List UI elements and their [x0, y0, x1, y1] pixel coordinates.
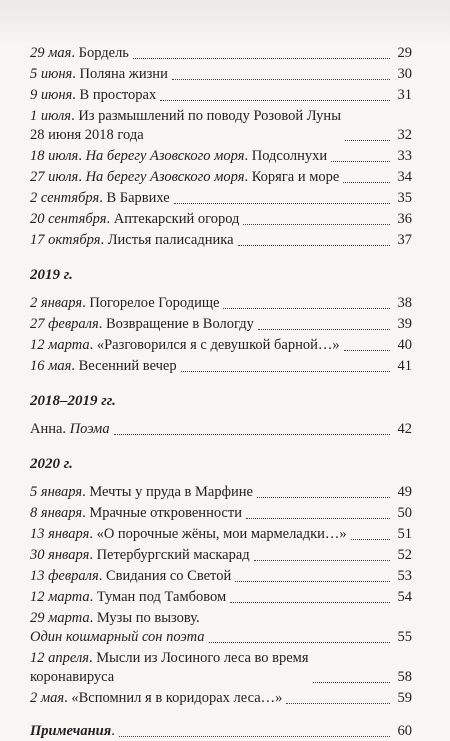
entry-title: Весенний вечер — [78, 358, 177, 374]
entry-title: В просторах — [79, 87, 157, 103]
page-number: 41 — [397, 358, 412, 374]
page-number: 59 — [397, 690, 412, 706]
entry-title: Листья палисадника — [107, 232, 234, 248]
entry-title: «Вспомнил я в коридорах леса…» — [71, 690, 283, 706]
entry-title: Свидания со Светой — [105, 568, 232, 584]
entry-title: «О порочные жёны, мои мармеладки…» — [96, 526, 347, 542]
leader-dots — [343, 182, 390, 183]
leader-dots — [160, 100, 390, 101]
section-2018-2019 — [30, 392, 412, 439]
toc-list — [30, 483, 412, 708]
page-number: 55 — [397, 629, 412, 645]
page-number: 32 — [397, 127, 412, 143]
entry-title: В Барвихе — [106, 190, 170, 206]
entry-date: 18 июля — [30, 148, 79, 164]
toc-entry[interactable]: 1 июля. Из размышлений по поводу Розовой Луны 28 июня 2018 года 32 — [30, 108, 412, 143]
page-number: 40 — [397, 337, 412, 353]
toc-list — [30, 294, 412, 376]
entry-date: 13 февраля — [30, 568, 99, 584]
entry-date: 5 января — [30, 484, 83, 500]
toc-entry[interactable]: 29 марта. Музы по вызову. Один кошмарный сон поэта 55 — [30, 610, 412, 645]
leader-dots — [351, 539, 390, 540]
previous-page-bleed — [0, 0, 450, 44]
entry-date: 12 апреля — [30, 650, 90, 666]
entry-title: Мрачные откровенности — [89, 505, 242, 521]
toc-entry[interactable]: 2 января. Погорелое Городище 38 — [30, 295, 412, 311]
entry-date: 17 октября — [30, 232, 101, 248]
page-number: 53 — [397, 568, 412, 584]
entry-date: 13 января — [30, 526, 90, 542]
leader-dots — [114, 434, 390, 435]
toc-entry[interactable]: 5 января. Мечты у пруда в Марфине 49 — [30, 484, 412, 500]
entry-title: Петербургский маскарад — [96, 547, 250, 563]
leader-dots — [331, 161, 390, 162]
leader-dots — [238, 245, 390, 246]
leader-dots — [243, 224, 390, 225]
toc-entry[interactable]: 13 февраля. Свидания со Светой 53 — [30, 568, 412, 584]
toc-entry[interactable]: 29 мая. Бордель 29 — [30, 45, 412, 61]
page-number: 39 — [397, 316, 412, 332]
toc-entry[interactable]: 12 марта. Туман под Тамбовом 54 — [30, 589, 412, 605]
leader-dots — [181, 371, 390, 372]
entry-title: Мечты у пруда в Марфине — [89, 484, 253, 500]
entry-date: 8 января — [30, 505, 83, 521]
entry-date: 30 января — [30, 547, 90, 563]
entry-title-line2: коронавируса — [30, 669, 115, 685]
leader-dots — [119, 736, 390, 737]
entry-title: Музы по вызову. — [96, 610, 200, 626]
page-number: 52 — [397, 547, 412, 563]
notes-section — [30, 722, 412, 741]
page-number: 33 — [397, 148, 412, 164]
entry-date: 2 января — [30, 295, 83, 311]
entry-subtitle: На берегу Азовского моря — [85, 148, 245, 164]
entry-title: Подсолнухи — [251, 148, 328, 164]
leader-dots — [230, 602, 390, 603]
leader-dots — [254, 560, 390, 561]
leader-dots — [235, 581, 390, 582]
toc-entry[interactable]: 9 июня. В просторах 31 — [30, 87, 412, 103]
toc-entry[interactable] — [30, 420, 412, 439]
year-heading: 2019 г. — [30, 267, 73, 283]
toc-entry[interactable]: 27 февраля. Возвращение в Вологду 39 — [30, 316, 412, 332]
toc-list — [30, 420, 412, 439]
entry-title: Туман под Тамбовом — [96, 589, 227, 605]
entry-date: 27 июля — [30, 169, 79, 185]
page-number: 31 — [397, 87, 412, 103]
leader-dots — [344, 350, 390, 351]
entry-date: 20 сентября — [30, 211, 107, 227]
page-number: 42 — [397, 421, 412, 437]
leader-dots — [209, 642, 391, 643]
section-2019 — [30, 266, 412, 376]
page-number: 29 — [397, 45, 412, 61]
page-number: 54 — [397, 589, 412, 605]
toc-entry[interactable]: 2 мая. «Вспомнил я в коридорах леса…» 59 — [30, 690, 412, 706]
entry-title: Поляна жизни — [79, 66, 168, 82]
toc-entry-notes[interactable]: Примечания. 60 — [30, 723, 412, 739]
entry-subtitle: Поэма — [69, 421, 110, 437]
page-number: 38 — [397, 295, 412, 311]
toc-entry[interactable]: 2 сентября. В Барвихе 35 — [30, 190, 412, 206]
year-heading: 2020 г. — [30, 456, 73, 472]
entry-title-line2: Один кошмарный сон поэта — [30, 629, 205, 645]
toc-entry[interactable]: 17 октября. Листья палисадника 37 — [30, 232, 412, 248]
leader-dots — [172, 79, 390, 80]
entry-date: 29 марта — [30, 610, 90, 626]
entry-title: Анна. — [30, 421, 67, 437]
leader-dots — [223, 308, 390, 309]
entry-date: 1 июля — [30, 108, 72, 124]
leader-dots — [133, 58, 390, 59]
entry-title: «Разговорился я с девушкой барной…» — [96, 337, 340, 353]
page-number: 30 — [397, 66, 412, 82]
entry-title: Коряга и море — [251, 169, 340, 185]
year-heading: 2018–2019 гг. — [30, 393, 116, 409]
page-number: 37 — [397, 232, 412, 248]
toc-entry[interactable]: 27 июля. На берегу Азовского моря. Коряга и море 34 — [30, 169, 412, 185]
entry-subtitle: На берегу Азовского моря — [85, 169, 245, 185]
toc-entry[interactable]: 12 марта. «Разговорился я с девушкой барной…» 40 — [30, 337, 412, 353]
leader-dots — [246, 518, 390, 519]
leader-dots — [345, 140, 390, 141]
entry-date: 27 февраля — [30, 316, 99, 332]
leader-dots — [286, 703, 390, 704]
entry-title: Аптекарский огород — [113, 211, 240, 227]
toc-entry[interactable]: 18 июля. На берегу Азовского моря. Подсолнухи 33 — [30, 148, 412, 164]
entry-title: Возвращение в Вологду — [105, 316, 254, 332]
page-number: 49 — [397, 484, 412, 500]
leader-dots — [313, 682, 390, 683]
entry-date: 2 сентября — [30, 190, 100, 206]
toc-entry[interactable]: 30 января. Петербургский маскарад 52 — [30, 547, 412, 563]
section-2018-continued — [30, 44, 412, 250]
toc-entry[interactable]: 8 января. Мрачные откровенности 50 — [30, 505, 412, 521]
notes-label: Примечания — [30, 723, 112, 739]
leader-dots — [174, 203, 390, 204]
page-number: 50 — [397, 505, 412, 521]
toc-entry[interactable]: 5 июня. Поляна жизни 30 — [30, 66, 412, 82]
page-number: 36 — [397, 211, 412, 227]
entry-date: 16 мая — [30, 358, 72, 374]
leader-dots — [258, 329, 390, 330]
entry-date: 29 мая — [30, 45, 72, 61]
toc-entry[interactable]: 16 мая. Весенний вечер 41 — [30, 358, 412, 374]
entry-date: 2 мая — [30, 690, 65, 706]
page-number: 60 — [397, 723, 412, 739]
section-2020 — [30, 455, 412, 708]
page-number: 34 — [397, 169, 412, 185]
toc-list — [30, 44, 412, 250]
toc-list — [30, 722, 412, 741]
entry-title: Мысли из Лосиного леса во время — [96, 650, 309, 666]
entry-date: 5 июня — [30, 66, 73, 82]
entry-title: Погорелое Городище — [89, 295, 220, 311]
page-number: 58 — [397, 669, 412, 685]
leader-dots — [257, 497, 390, 498]
page-number: 35 — [397, 190, 412, 206]
entry-date: 12 марта — [30, 337, 90, 353]
toc-entry[interactable]: 20 сентября. Аптекарский огород 36 — [30, 211, 412, 227]
entry-date: 9 июня — [30, 87, 73, 103]
entry-title: Из размышлений по поводу Розовой Луны — [78, 108, 341, 124]
toc-entry[interactable]: 12 апреля. Мысли из Лосиного леса во время коронавируса 58 — [30, 650, 412, 685]
page-number: 51 — [397, 526, 412, 542]
entry-title-line2: 28 июня 2018 года — [30, 127, 144, 143]
entry-date: 12 марта — [30, 589, 90, 605]
toc-entry[interactable]: 13 января. «О порочные жёны, мои мармеладки…» 51 — [30, 526, 412, 542]
entry-title: Бордель — [78, 45, 129, 61]
